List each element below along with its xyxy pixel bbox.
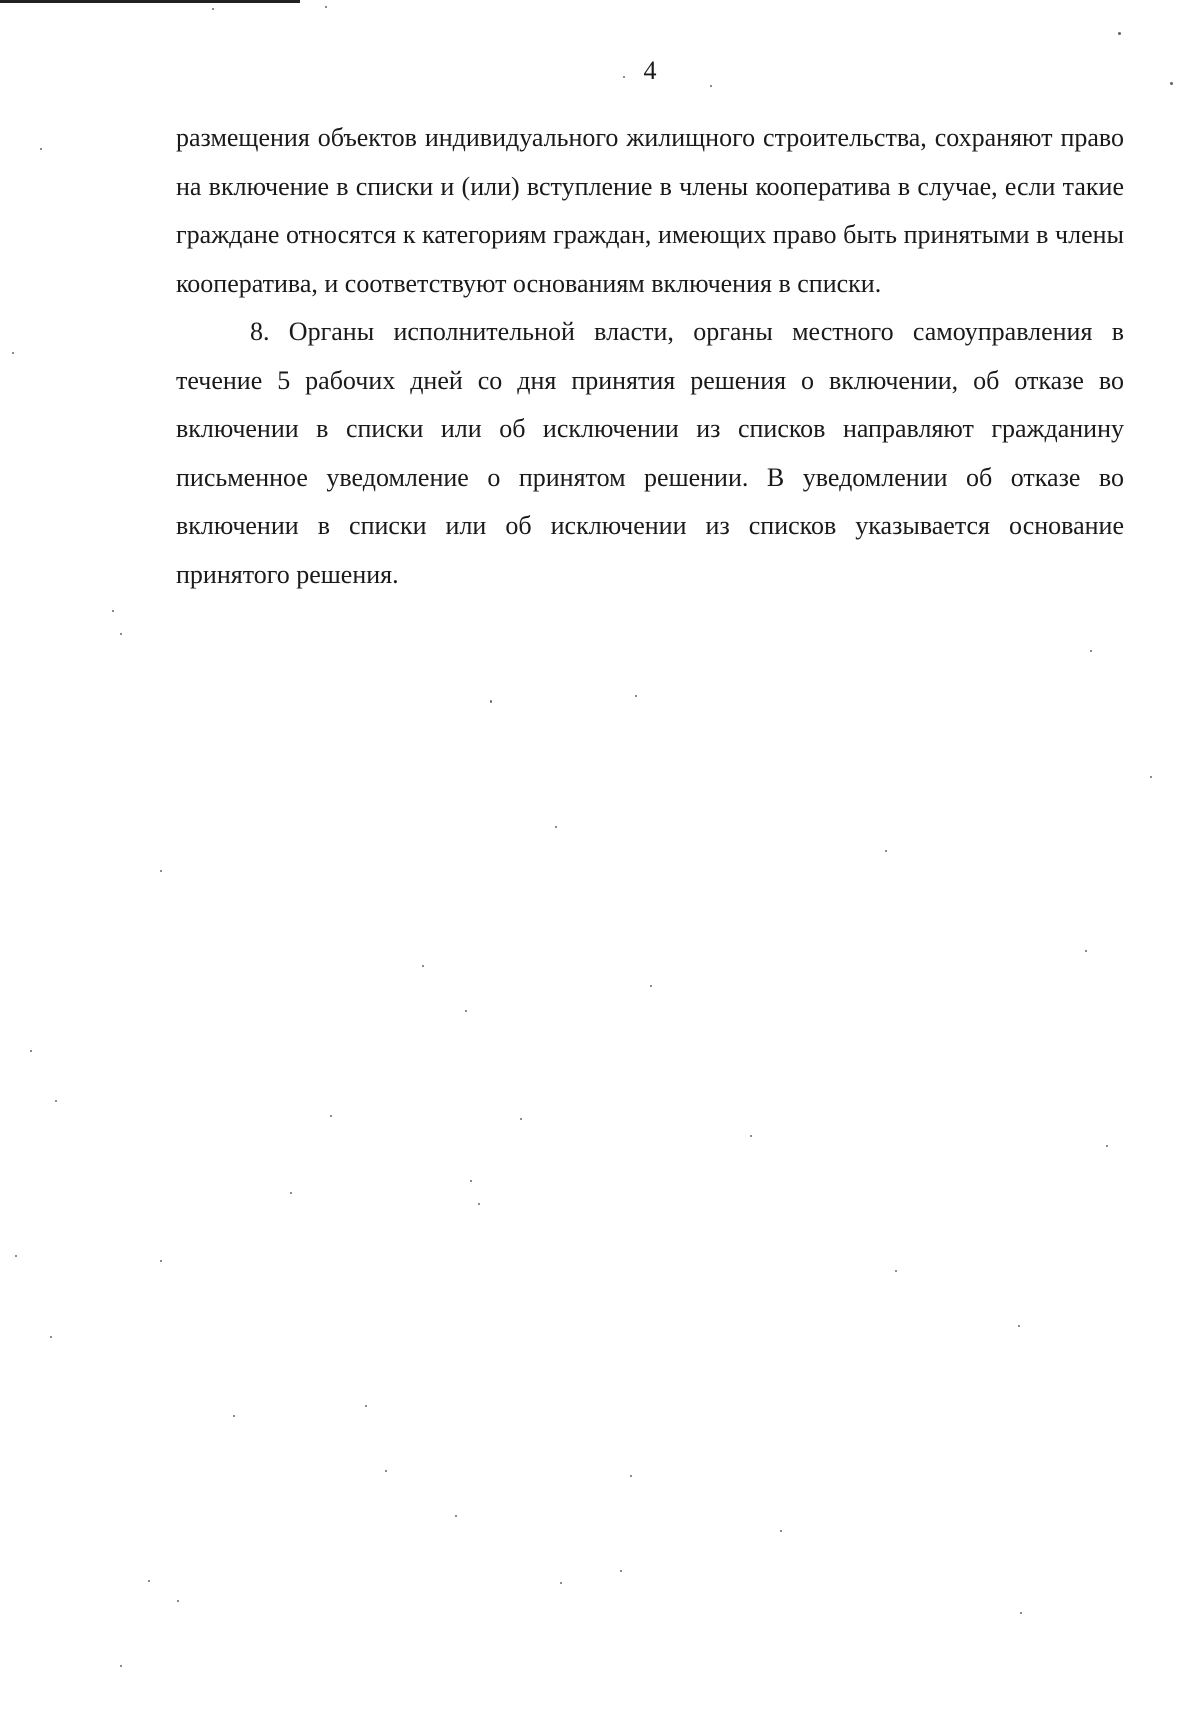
scan-speck xyxy=(112,610,114,612)
scan-speck xyxy=(30,1050,32,1052)
scan-speck xyxy=(422,965,424,967)
scan-speck xyxy=(490,700,492,703)
scan-speck xyxy=(560,1582,562,1584)
scan-speck xyxy=(895,1270,897,1272)
scan-speck xyxy=(365,1405,367,1407)
scan-speck xyxy=(885,850,887,852)
scan-speck xyxy=(212,8,214,10)
scan-speck xyxy=(555,826,557,828)
document-body xyxy=(176,114,1124,599)
scan-speck xyxy=(12,352,14,354)
scan-speck xyxy=(120,1665,122,1667)
scan-speck xyxy=(455,1515,457,1517)
scan-speck xyxy=(478,1203,480,1205)
scan-speck xyxy=(1106,1145,1108,1147)
scan-speck xyxy=(55,1100,57,1102)
scan-speck xyxy=(630,1475,632,1477)
scan-speck xyxy=(120,633,122,635)
scan-speck xyxy=(470,1180,472,1182)
scan-edge-line xyxy=(0,0,300,3)
scan-speck xyxy=(290,1192,292,1194)
paragraph-8: 8. Органы исполнительной власти, органы местного самоуправления в течение 5 рабочих дней со дня принятия решения о включении, об отказе во включении в списки или об исключении из списков направляют гражданину письменное уведомление о принятом решении. В уведомлении об отказе во включении в списки или об исключении из списков указывается основание принятого решения. xyxy=(176,317,1124,589)
scan-speck xyxy=(1085,950,1087,952)
scan-speck xyxy=(780,1530,782,1532)
page-number: 4 xyxy=(643,56,657,85)
scan-speck xyxy=(385,1470,387,1472)
scan-speck xyxy=(160,870,162,872)
scan-speck xyxy=(233,1415,235,1417)
scan-speck xyxy=(1018,1325,1020,1327)
scan-speck xyxy=(330,1115,332,1117)
scan-speck xyxy=(160,1260,162,1262)
paragraph-continued: размещения объектов индивидуального жилищного строительства, сохраняют право на включение в списки и (или) вступление в члены кооператива в случае, если такие граждане относятся к категориям граждан, имеющих право быть принятыми в члены кооператива, и соответствуют основаниям включения в списки. xyxy=(176,123,1124,298)
scan-speck xyxy=(750,1135,752,1137)
scan-speck xyxy=(635,695,637,697)
scan-speck xyxy=(710,85,712,87)
scan-speck xyxy=(148,1580,150,1582)
scan-speck xyxy=(465,1010,467,1012)
scan-speck xyxy=(15,1255,17,1257)
scan-speck xyxy=(40,148,42,150)
scan-speck xyxy=(1020,1612,1022,1614)
scan-speck xyxy=(1118,32,1121,35)
scan-speck xyxy=(650,985,652,987)
scan-speck xyxy=(1090,650,1092,652)
scan-speck xyxy=(1170,82,1173,85)
scan-speck xyxy=(325,6,327,8)
scan-speck xyxy=(50,1336,52,1338)
scan-speck xyxy=(1150,776,1152,778)
scan-speck xyxy=(520,1118,522,1120)
scan-speck xyxy=(620,1570,622,1572)
scan-speck xyxy=(623,76,625,78)
scan-speck xyxy=(177,1600,179,1602)
